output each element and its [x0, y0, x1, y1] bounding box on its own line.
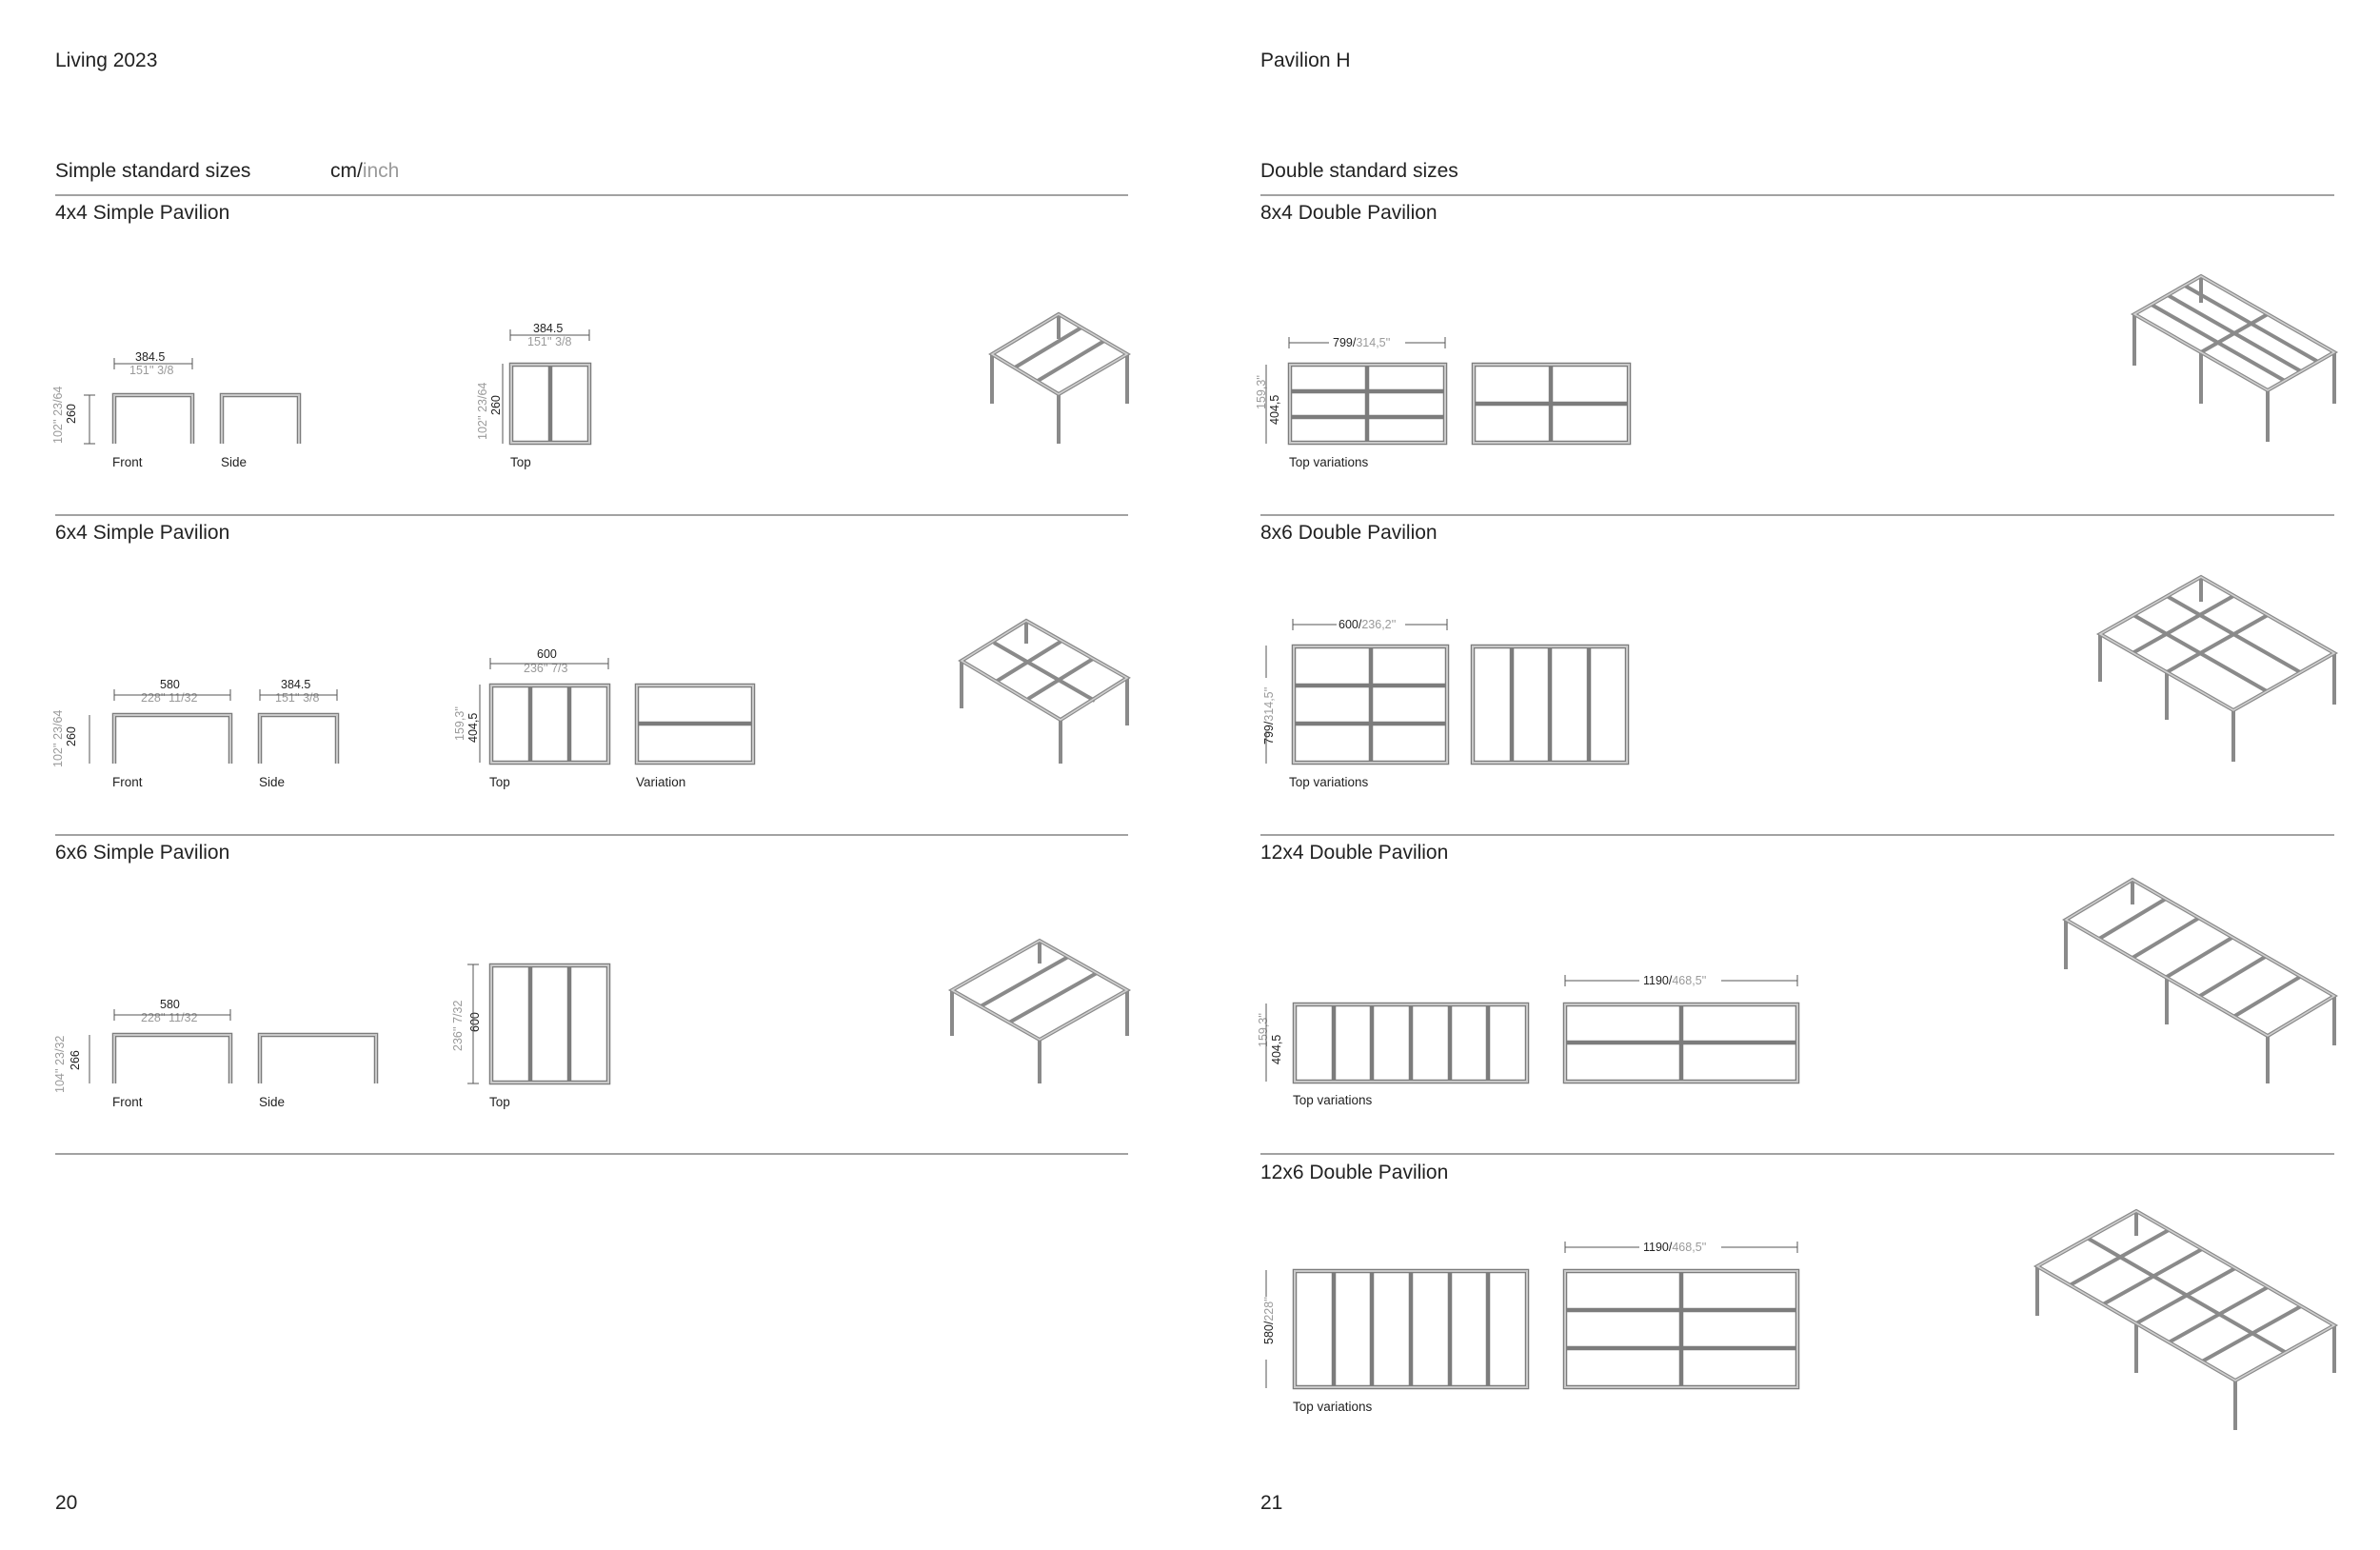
6x6-front-elevation [114, 1035, 230, 1083]
top-depth-cm: 404,5 [466, 712, 480, 743]
4x4-dim-lines [84, 329, 589, 444]
group-title-8x6: 8x6 Double Pavilion [1260, 522, 1438, 544]
top-label: Top [489, 1095, 510, 1109]
height-cm: 260 [65, 726, 78, 746]
depth-cm: 404,5 [1268, 394, 1281, 425]
top-width-cm: 600 [537, 647, 557, 661]
group-title-12x6: 12x6 Double Pavilion [1260, 1162, 1449, 1183]
6x4-front-elevation [114, 715, 230, 764]
top-width-cm: 384.5 [533, 322, 564, 335]
top-depth-in: 102'' 23/64 [476, 382, 489, 440]
12x6-top-plan-b [1565, 1271, 1797, 1387]
8x6-top-plan-a [1294, 646, 1447, 763]
side-label: Side [259, 775, 286, 789]
left-running-header: Living 2023 [55, 50, 158, 71]
top-label: Top [510, 455, 531, 469]
6x4-top-plan [491, 686, 608, 763]
width-dim: 600/236,2'' [1339, 618, 1397, 631]
group-title-6x6: 6x6 Simple Pavilion [55, 842, 230, 864]
6x6-dim-lines [89, 964, 479, 1083]
depth-cm: 404,5 [1270, 1034, 1283, 1064]
top-depth-cm: 260 [489, 395, 503, 415]
top-width-in: 151'' 3/8 [527, 335, 572, 348]
6x4-variation-plan [637, 686, 753, 763]
4x4-isometric [992, 314, 1127, 444]
width-dim: 799/314,5'' [1333, 336, 1391, 349]
front-width-cm: 580 [160, 678, 180, 691]
depth-dim: 799/314,5'' [1262, 686, 1276, 745]
top-width-in: 236'' 7/3 [524, 662, 568, 675]
top-depth-in: 236'' 7/32 [451, 1000, 465, 1051]
6x6-isometric [952, 941, 1127, 1083]
top-label: Top [489, 775, 510, 789]
group-title-12x4: 12x4 Double Pavilion [1260, 842, 1449, 864]
front-label: Front [112, 455, 143, 469]
12x4-dim-lines [1266, 975, 1797, 1082]
front-width-in: 228'' 11/32 [141, 691, 198, 705]
6x4-isometric [962, 621, 1127, 764]
front-width-cm: 384.5 [135, 350, 166, 364]
top-depth-cm: 600 [468, 1012, 482, 1032]
top-depth-in: 159,3'' [453, 705, 466, 741]
12x6-dim-lines [1266, 1242, 1797, 1388]
variation-label: Variation [636, 775, 686, 789]
group-title-4x4: 4x4 Simple Pavilion [55, 202, 230, 224]
group-title-6x4: 6x4 Simple Pavilion [55, 522, 230, 544]
12x4-top-plan-a [1295, 1004, 1527, 1082]
height-cm: 260 [65, 404, 78, 424]
units-inch: inch [362, 160, 400, 182]
top-variations-label: Top variations [1289, 775, 1369, 789]
top-variations-label: Top variations [1289, 455, 1369, 469]
depth-dim: 580/228'' [1262, 1297, 1276, 1344]
left-page-number: 20 [55, 1492, 78, 1514]
top-variations-label: Top variations [1293, 1093, 1373, 1107]
right-page-number: 21 [1260, 1492, 1283, 1514]
right-section-title: Double standard sizes [1260, 160, 1458, 182]
4x4-side-elevation [222, 395, 299, 444]
8x4-isometric [2134, 276, 2334, 442]
height-cm: 266 [69, 1050, 82, 1070]
height-in: 102'' 23/64 [51, 386, 65, 444]
right-running-header: Pavilion H [1260, 50, 1351, 71]
top-variations-label: Top variations [1293, 1400, 1373, 1414]
4x4-front-elevation [114, 395, 192, 444]
height-in: 104'' 23/32 [53, 1035, 67, 1093]
side-width-cm: 384.5 [281, 678, 311, 691]
6x4-side-elevation [260, 715, 337, 764]
12x4-isometric [2066, 880, 2334, 1083]
8x6-isometric [2100, 577, 2334, 762]
6x6-side-elevation [260, 1035, 376, 1083]
units-cm: cm/ [330, 160, 363, 182]
side-label: Side [259, 1095, 286, 1109]
front-width-in: 228'' 11/32 [141, 1011, 198, 1024]
width-dim: 1190/468,5'' [1643, 974, 1707, 987]
side-width-in: 151'' 3/8 [275, 691, 320, 705]
section-dividers [55, 195, 2334, 1154]
left-section-title: Simple standard sizes [55, 160, 251, 182]
front-width-cm: 580 [160, 998, 180, 1011]
12x6-isometric [2037, 1211, 2334, 1430]
front-label: Front [112, 775, 143, 789]
side-label: Side [221, 455, 248, 469]
group-title-8x4: 8x4 Double Pavilion [1260, 202, 1438, 224]
8x4-top-plan-b [1474, 365, 1629, 443]
8x4-top-plan-a [1290, 365, 1445, 443]
12x4-top-plan-b [1565, 1004, 1797, 1082]
8x6-top-plan-b [1473, 646, 1627, 763]
front-width-in: 151'' 3/8 [129, 364, 174, 377]
width-dim: 1190/468,5'' [1643, 1241, 1707, 1254]
height-in: 102'' 23/64 [51, 709, 65, 767]
depth-in: 159,3'' [1255, 374, 1268, 409]
depth-in: 159,3'' [1257, 1012, 1270, 1047]
front-label: Front [112, 1095, 143, 1109]
6x6-top-plan [491, 965, 608, 1083]
12x6-top-plan-a [1295, 1271, 1527, 1387]
4x4-top-plan [511, 365, 589, 443]
